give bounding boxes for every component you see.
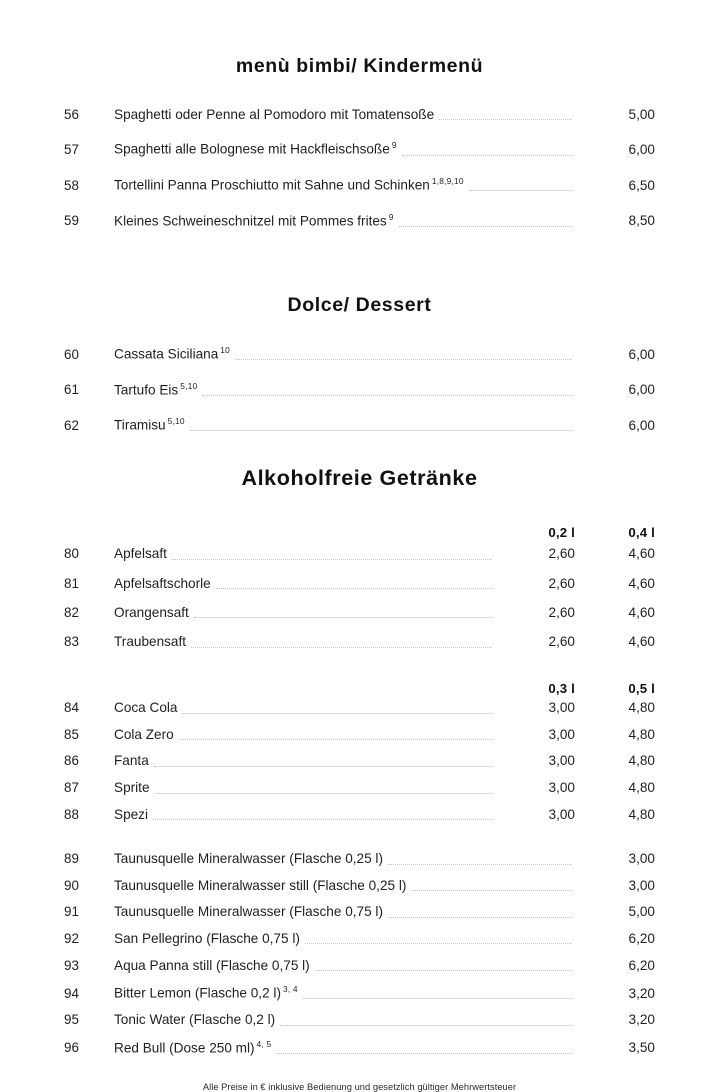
item-price: 6,50 [628, 177, 655, 193]
item-price: 3,50 [628, 1040, 655, 1056]
item-price-small: 2,60 [548, 604, 575, 620]
menu-item-row [64, 132, 655, 168]
menu-item-row [64, 926, 655, 953]
item-name: Orangensaft [114, 604, 189, 620]
item-name: Apfelsaftschorle [114, 575, 211, 591]
menu-item-row [64, 628, 655, 657]
menu-item-row [64, 749, 655, 776]
item-name: Spaghetti oder Penne al Pomodoro mit Tomatensoße [114, 106, 435, 122]
item-allergen-marker: 5,10 [180, 380, 198, 391]
item-allergen-marker: 9 [391, 140, 397, 151]
item-price: 6,00 [628, 417, 655, 433]
item-number: 96 [64, 1040, 79, 1056]
volume-label-col2: 0,4 l [628, 525, 655, 541]
item-name: Bitter Lemon (Flasche 0,2 l) $^{3, 4}$ [114, 984, 298, 1001]
item-name: Fanta [114, 753, 149, 769]
menu-section-dolce [64, 239, 655, 444]
item-allergen-marker: 4, 5 [256, 1038, 272, 1049]
footer-note: Alle Preise in € inklusive Bedienung und gesetzlich gültiger Mehrwertsteuer [202, 1082, 517, 1092]
item-price-small: 2,60 [548, 575, 575, 591]
menu-section-alkoholfreie-getraenke [64, 443, 655, 1062]
item-number: 89 [64, 851, 79, 867]
menu-item-row [64, 900, 655, 927]
dotted-leader [216, 587, 492, 589]
item-number: 83 [64, 634, 79, 650]
block-gap [64, 828, 655, 846]
item-number: 84 [64, 700, 79, 716]
section-heading-alkoholfreie-getraenke: Alkoholfreie Getränke [241, 466, 478, 491]
item-name: Apfelsaft [114, 546, 167, 562]
menu-section-kindermenu [64, 0, 655, 239]
dotted-leader [305, 942, 572, 944]
dotted-leader [194, 616, 492, 618]
item-number: 60 [64, 346, 79, 362]
item-name: Cassata Siciliana $^{10}$ [114, 345, 230, 362]
item-price-small: 3,00 [548, 753, 575, 769]
item-price-small: 2,60 [548, 546, 575, 562]
item-price: 6,20 [628, 930, 655, 946]
item-allergen-marker: 3, 4 [282, 984, 298, 995]
item-allergen-marker: 10 [220, 345, 230, 356]
item-price: 3,20 [628, 985, 655, 1001]
item-name: Taunusquelle Mineralwasser (Flasche 0,25 l) [114, 851, 383, 867]
item-name: Taunusquelle Mineralwasser (Flasche 0,75 l) [114, 904, 383, 920]
menu-item-row [64, 203, 655, 239]
item-price-large: 4,80 [628, 753, 655, 769]
item-price-large: 4,80 [628, 700, 655, 716]
item-price: 3,00 [628, 877, 655, 893]
dotted-leader [182, 712, 492, 714]
section-heading-dolce: Dolce/ Dessert [287, 293, 432, 316]
item-price: 6,00 [628, 346, 655, 362]
menu-item-row [64, 599, 655, 628]
dotted-leader [315, 969, 572, 971]
item-list-dolce [64, 337, 655, 444]
menu-item-row [64, 1007, 655, 1034]
dotted-leader [154, 765, 492, 767]
menu-item-row [64, 846, 655, 873]
item-name: Sprite [114, 780, 150, 796]
volume-label-col2: 0,5 l [628, 680, 655, 696]
menu-item-row [64, 775, 655, 802]
menu-item-row [64, 979, 655, 1007]
item-number: 59 [64, 213, 79, 229]
item-name: San Pellegrino (Flasche 0,75 l) [114, 930, 300, 946]
item-list-kindermenu [64, 98, 655, 239]
dotted-leader [153, 818, 492, 820]
volume-header-saefte [64, 525, 655, 540]
menu-item-row [64, 1034, 655, 1062]
item-number: 94 [64, 985, 79, 1001]
item-price: 6,20 [628, 957, 655, 973]
item-price: 6,00 [628, 382, 655, 398]
item-price-large: 4,60 [628, 546, 655, 562]
item-number: 91 [64, 904, 79, 920]
section-heading-kindermenu: menù bimbi/ Kindermenü [235, 55, 484, 77]
volume-label-col1: 0,2 l [548, 525, 575, 541]
item-name: Tiramisu $^{5,10}$ [114, 416, 185, 433]
menu-item-row [64, 696, 655, 723]
menu-item-row [64, 953, 655, 980]
item-price-large: 4,80 [628, 780, 655, 796]
menu-item-row [64, 873, 655, 900]
dotted-leader [303, 997, 572, 999]
item-number: 92 [64, 930, 79, 946]
item-name: Red Bull (Dose 250 ml) $^{4, 5}$ [114, 1038, 272, 1056]
item-price: 3,00 [628, 851, 655, 867]
item-number: 57 [64, 142, 79, 158]
item-number: 86 [64, 753, 79, 769]
item-number: 90 [64, 877, 79, 893]
dotted-leader [469, 189, 572, 191]
item-price: 5,00 [628, 106, 655, 122]
item-price-small: 3,00 [548, 780, 575, 796]
item-name: Taunusquelle Mineralwasser still (Flasche 0,25 l) [114, 877, 407, 893]
menu-item-row [64, 337, 655, 373]
menu-item-row [64, 372, 655, 408]
item-number: 56 [64, 106, 79, 122]
item-name: Coca Cola [114, 700, 178, 716]
item-number: 82 [64, 604, 79, 620]
item-price-small: 3,00 [548, 700, 575, 716]
dotted-leader [155, 792, 492, 794]
item-price-small: 3,00 [548, 726, 575, 742]
dotted-leader [191, 646, 492, 648]
dotted-leader [190, 429, 572, 431]
item-name: Spezi [114, 806, 149, 822]
item-number: 93 [64, 957, 79, 973]
item-number: 88 [64, 806, 79, 822]
menu-item-row [64, 98, 655, 132]
item-number: 95 [64, 1012, 79, 1028]
item-allergen-marker: 9 [388, 211, 394, 222]
item-number: 85 [64, 726, 79, 742]
item-price-large: 4,80 [628, 726, 655, 742]
dotted-leader [235, 358, 572, 360]
menu-item-row [64, 168, 655, 204]
item-name: Tortellini Panna Proschiutto mit Sahne und Schinken $^{1,8,9,10}$ [114, 176, 464, 193]
item-allergen-marker: 1,8,9,10 [431, 176, 464, 186]
item-price-small: 3,00 [548, 806, 575, 822]
dotted-leader [388, 863, 572, 865]
dotted-leader [179, 738, 492, 740]
dotted-leader [388, 916, 572, 918]
item-price-large: 4,80 [628, 806, 655, 822]
dotted-leader [276, 1052, 572, 1054]
item-name: Traubensaft [114, 634, 187, 650]
menu-item-row [64, 569, 655, 598]
item-list-saefte [64, 540, 655, 657]
item-name: Aqua Panna still (Flasche 0,75 l) [114, 957, 310, 973]
dotted-leader [399, 225, 572, 227]
item-price-small: 2,60 [548, 634, 575, 650]
item-number: 58 [64, 177, 79, 193]
item-list-flaschen [64, 846, 655, 1062]
item-name: Cola Zero [114, 726, 174, 742]
dotted-leader [402, 154, 572, 156]
menu-item-row [64, 802, 655, 829]
item-name: Tonic Water (Flasche 0,2 l) [114, 1012, 276, 1028]
item-price: 6,00 [628, 142, 655, 158]
item-name: Tartufo Eis $^{5,10}$ [114, 380, 198, 398]
menu-item-row [64, 722, 655, 749]
item-price: 3,20 [628, 1012, 655, 1028]
item-price-large: 4,60 [628, 634, 655, 650]
dotted-leader [439, 118, 572, 120]
item-number: 80 [64, 546, 79, 562]
dotted-leader [411, 889, 572, 891]
dotted-leader [202, 394, 572, 396]
item-price-large: 4,60 [628, 575, 655, 591]
item-number: 87 [64, 780, 79, 796]
volume-header-limonaden [64, 681, 655, 696]
item-name: Kleines Schweineschnitzel mit Pommes frites $^9$ [114, 211, 394, 229]
block-gap [64, 658, 655, 681]
item-list-limonaden [64, 696, 655, 829]
menu-item-row [64, 408, 655, 444]
item-allergen-marker: 5,10 [167, 416, 185, 427]
volume-label-col1: 0,3 l [548, 680, 575, 696]
item-price-large: 4,60 [628, 604, 655, 620]
item-number: 81 [64, 575, 79, 591]
dotted-leader [172, 558, 492, 560]
item-price: 8,50 [628, 213, 655, 229]
item-number: 61 [64, 382, 79, 398]
item-number: 62 [64, 417, 79, 433]
item-price: 5,00 [628, 904, 655, 920]
menu-item-row [64, 540, 655, 569]
block-gap [64, 509, 655, 525]
item-name: Spaghetti alle Bolognese mit Hackfleischsoße $^9$ [114, 140, 397, 158]
